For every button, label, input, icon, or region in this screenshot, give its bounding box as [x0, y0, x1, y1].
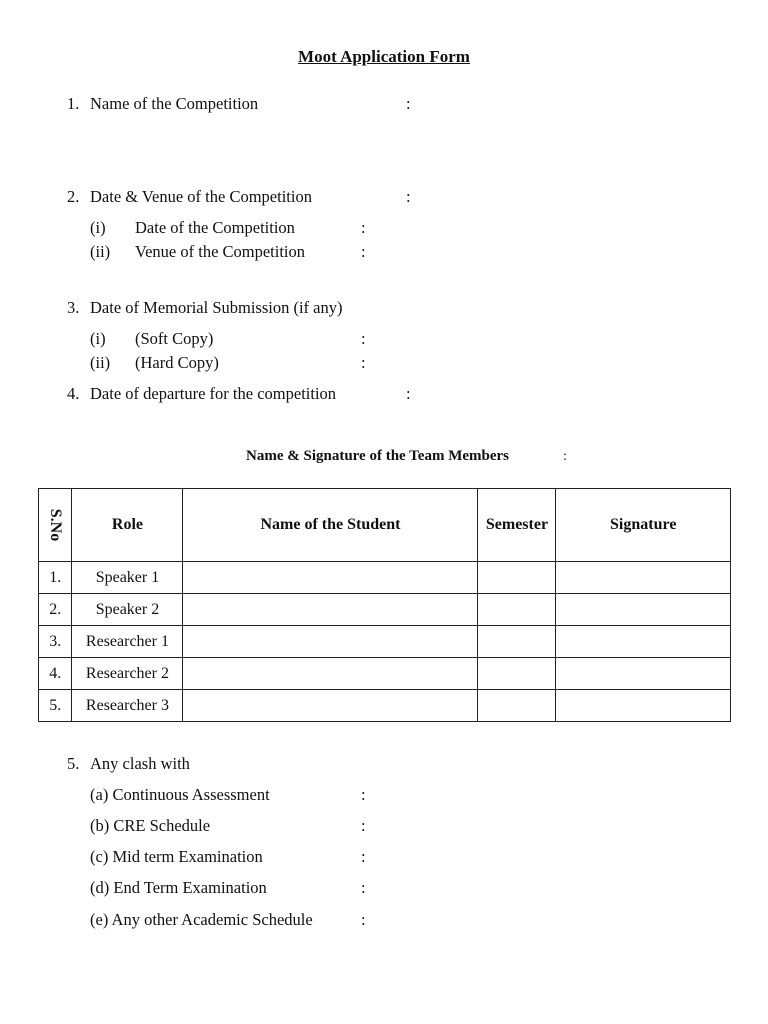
question-2-sub-1-number: (i)	[90, 218, 106, 237]
student-name-cell[interactable]	[183, 690, 478, 722]
semester-cell[interactable]	[478, 562, 556, 594]
header-student-name: Name of the Student	[183, 489, 478, 562]
question-5-sub-b-label: (b) CRE Schedule	[90, 816, 211, 835]
question-2-sub-1-label: Date of the Competition	[135, 218, 295, 237]
row-role: Researcher 1	[72, 626, 183, 658]
form-title: Moot Application Form	[298, 47, 470, 66]
row-role: Speaker 1	[72, 562, 183, 594]
question-3-sub-1-number: (i)	[90, 329, 106, 348]
question-3-sub-2-colon: :	[361, 353, 366, 372]
row-sno: 1.	[39, 562, 72, 594]
row-role: Researcher 2	[72, 658, 183, 690]
question-2-sub-2-number: (ii)	[90, 242, 111, 261]
header-semester: Semester	[478, 489, 556, 562]
table-row	[39, 562, 731, 594]
row-role: Speaker 2	[72, 594, 183, 626]
student-name-cell[interactable]	[183, 658, 478, 690]
question-2-sub-1-colon: :	[361, 218, 366, 237]
semester-cell[interactable]	[478, 594, 556, 626]
row-sno: 4.	[39, 658, 72, 690]
signature-cell[interactable]	[556, 658, 731, 690]
signature-cell[interactable]	[556, 690, 731, 722]
question-4-label: Date of departure for the competition	[90, 384, 337, 403]
signature-cell[interactable]	[556, 626, 731, 658]
semester-cell[interactable]	[478, 626, 556, 658]
header-sno-label: S.No	[47, 508, 65, 542]
row-sno: 2.	[39, 594, 72, 626]
question-5-sub-d-colon: :	[361, 878, 366, 897]
question-4-colon: :	[406, 384, 411, 403]
question-2-sub-2-label: Venue of the Competition	[135, 242, 306, 261]
table-row	[39, 690, 731, 722]
question-5-sub-e-label: (e) Any other Academic Schedule	[90, 910, 313, 929]
question-2-number: 2.	[67, 187, 80, 206]
row-role: Researcher 3	[72, 690, 183, 722]
table-row	[39, 658, 731, 690]
team-members-table	[38, 488, 731, 722]
header-sno	[39, 489, 72, 562]
question-3-sub-1-label: (Soft Copy)	[135, 329, 214, 348]
question-2-label: Date & Venue of the Competition	[90, 187, 312, 206]
student-name-cell[interactable]	[183, 594, 478, 626]
row-sno: 5.	[39, 690, 72, 722]
semester-cell[interactable]	[478, 658, 556, 690]
question-3-number: 3.	[67, 298, 80, 317]
table-row	[39, 626, 731, 658]
question-3-sub-1-colon: :	[361, 329, 366, 348]
row-sno: 3.	[39, 626, 72, 658]
question-3-sub-2-number: (ii)	[90, 353, 111, 372]
question-5-sub-a-label: (a) Continuous Assessment	[90, 785, 270, 804]
question-5-label: Any clash with	[90, 754, 190, 773]
header-role: Role	[72, 489, 183, 562]
question-5-sub-a-colon: :	[361, 785, 366, 804]
signature-cell[interactable]	[556, 562, 731, 594]
question-3-label: Date of Memorial Submission (if any)	[90, 298, 343, 317]
student-name-cell[interactable]	[183, 562, 478, 594]
question-3-sub-2-label: (Hard Copy)	[135, 353, 219, 372]
signature-cell[interactable]	[556, 594, 731, 626]
team-members-heading: Name & Signature of the Team Members	[246, 448, 510, 464]
question-5-sub-c-colon: :	[361, 847, 366, 866]
question-5-sub-c-label: (c) Mid term Examination	[90, 847, 263, 866]
question-1-number: 1.	[67, 94, 80, 113]
semester-cell[interactable]	[478, 690, 556, 722]
question-1-label: Name of the Competition	[90, 94, 259, 113]
table-row	[39, 594, 731, 626]
question-5-sub-e-colon: :	[361, 910, 366, 929]
question-2-sub-2-colon: :	[361, 242, 366, 261]
team-members-colon: :	[563, 449, 567, 464]
question-1-colon: :	[406, 94, 411, 113]
student-name-cell[interactable]	[183, 626, 478, 658]
header-signature: Signature	[556, 489, 731, 562]
table-header-row	[39, 489, 731, 562]
question-5-sub-b-colon: :	[361, 816, 366, 835]
question-4-number: 4.	[67, 384, 80, 403]
question-2-colon: :	[406, 187, 411, 206]
question-5-number: 5.	[67, 754, 80, 773]
question-5-sub-d-label: (d) End Term Examination	[90, 878, 267, 897]
